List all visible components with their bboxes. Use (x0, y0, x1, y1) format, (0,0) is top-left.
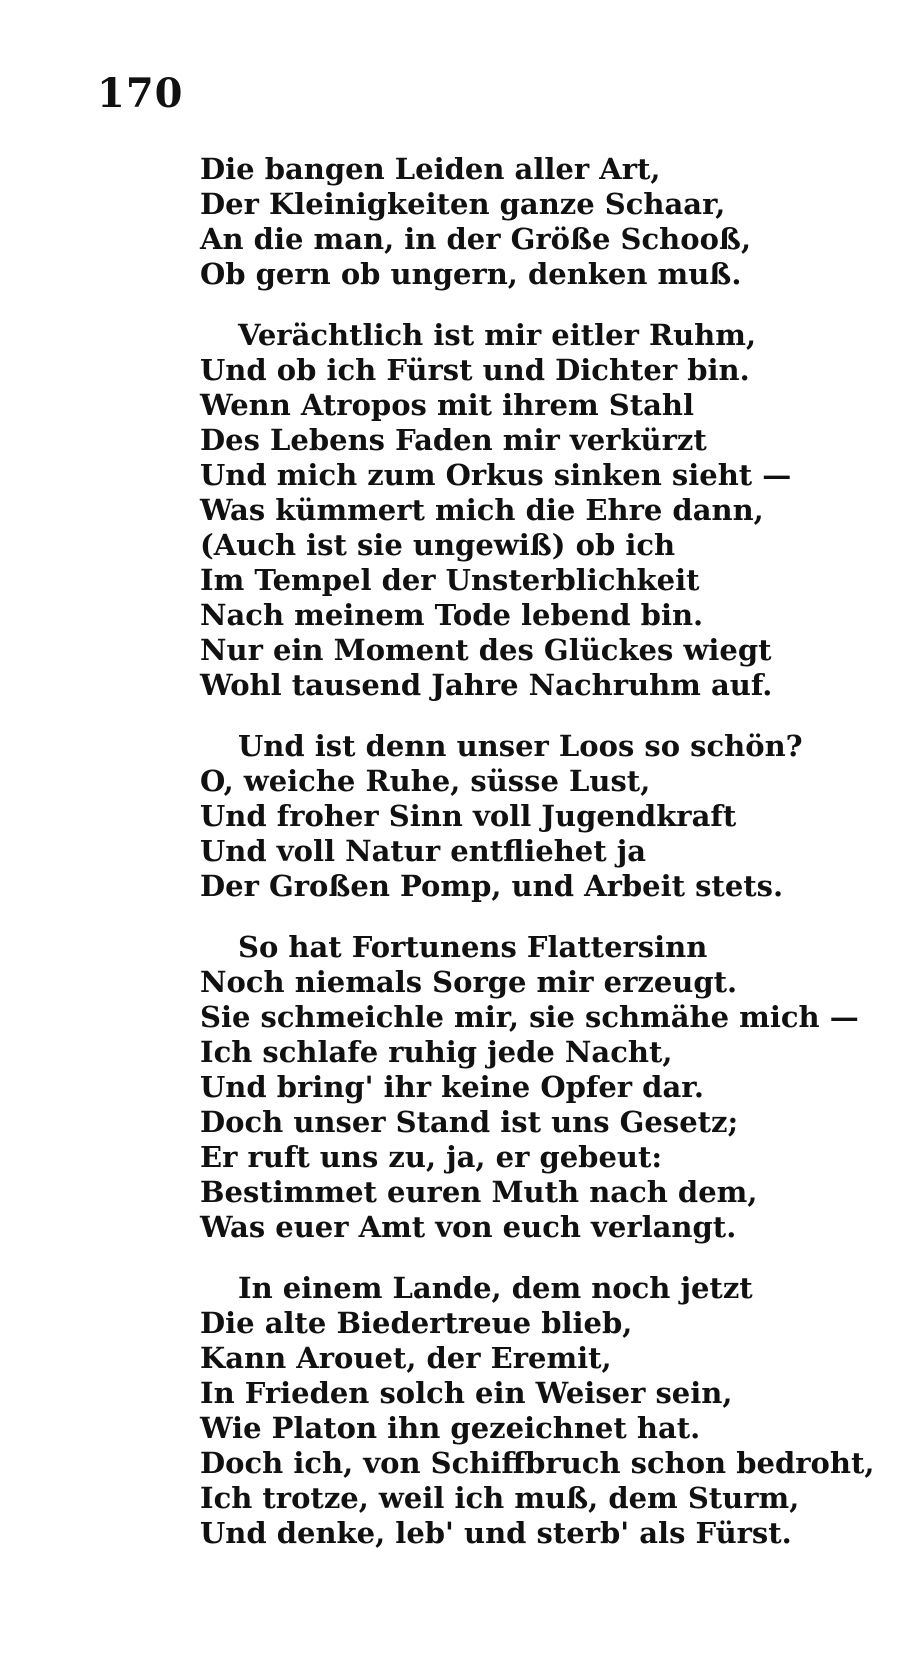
poem-line: Und voll Natur entfliehet ja (200, 834, 647, 868)
stanza-1 (200, 152, 760, 292)
poem-line: Nach meinem Tode lebend bin. (200, 598, 704, 632)
poem-line: Bestimmet euren Muth nach dem, (200, 1175, 758, 1209)
poem-line: Und ob ich Fürst und Dichter bin. (200, 353, 750, 387)
poem-line: Ich schlafe ruhig jede Nacht, (200, 1035, 673, 1069)
stanza-5 (200, 1271, 875, 1551)
stanza-2 (200, 318, 792, 703)
poem-line: Wie Platon ihn gezeichnet hat. (200, 1411, 701, 1445)
stanza-4 (200, 930, 859, 1245)
poem-line: Und denke, leb' und sterb' als Fürst. (200, 1516, 792, 1550)
poem-line: Wohl tausend Jahre Nachruhm auf. (200, 668, 773, 702)
page-number: 170 (97, 70, 184, 117)
poem-line: Doch unser Stand ist uns Gesetz; (200, 1105, 739, 1139)
poem-line: Des Lebens Faden mir verkürzt (200, 423, 707, 457)
poem-line: O, weiche Ruhe, süsse Lust, (200, 764, 651, 798)
poem-line: Und froher Sinn voll Jugendkraft (200, 799, 737, 833)
poem-line: Im Tempel der Unsterblichkeit (200, 563, 700, 597)
poem-line: Und ist denn unser Loos so schön? (238, 729, 803, 763)
poem-line: An die man, in der Größe Schooß, (200, 222, 752, 256)
poem-line: Ob gern ob ungern, denken muß. (200, 257, 742, 291)
poem (200, 152, 875, 1551)
poem-line: Wenn Atropos mit ihrem Stahl (200, 388, 695, 422)
stanza-3 (200, 729, 803, 904)
poem-line: Der Großen Pomp, und Arbeit stets. (200, 869, 784, 903)
poem-line: In einem Lande, dem noch jetzt (238, 1271, 753, 1305)
poem-line: Verächtlich ist mir eitler Ruhm, (238, 318, 757, 352)
poem-line: Die bangen Leiden aller Art, (200, 152, 661, 186)
poem-line: Kann Arouet, der Eremit, (200, 1341, 612, 1375)
poem-line: (Auch ist sie ungewiß) ob ich (200, 528, 676, 562)
poem-line: Nur ein Moment des Glückes wiegt (200, 633, 772, 667)
poem-line: So hat Fortunens Flattersinn (238, 930, 708, 964)
poem-line: Noch niemals Sorge mir erzeugt. (200, 965, 738, 999)
poem-line: Der Kleinigkeiten ganze Schaar, (200, 187, 726, 221)
poem-line: Und mich zum Orkus sinken sieht — (200, 458, 792, 492)
poem-line: Was euer Amt von euch verlangt. (200, 1210, 737, 1244)
poem-line: Sie schmeichle mir, sie schmähe mich — (200, 1000, 859, 1034)
poem-line: Ich trotze, weil ich muß, dem Sturm, (200, 1481, 800, 1515)
poem-line: Er ruft uns zu, ja, er gebeut: (200, 1140, 663, 1174)
poem-line: Und bring' ihr keine Opfer dar. (200, 1070, 704, 1104)
poem-line: Doch ich, von Schiffbruch schon bedroht, (200, 1446, 875, 1480)
poem-line: Was kümmert mich die Ehre dann, (200, 493, 764, 527)
poem-line: Die alte Biedertreue blieb, (200, 1306, 633, 1340)
poem-line: In Frieden solch ein Weiser sein, (200, 1376, 733, 1410)
